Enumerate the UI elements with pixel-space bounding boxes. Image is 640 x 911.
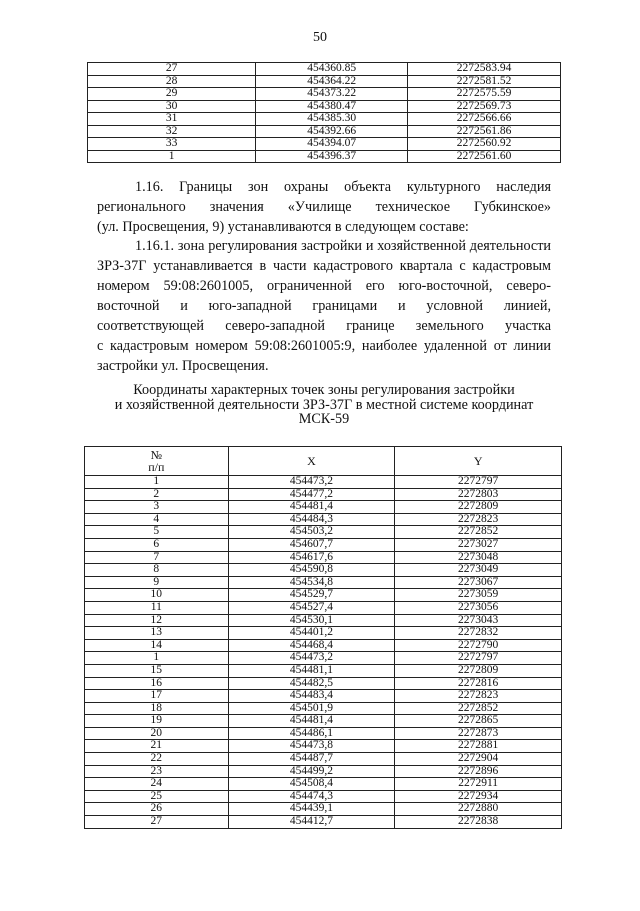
table-row bbox=[85, 627, 562, 640]
table-row bbox=[85, 790, 562, 803]
cell-number: 18 bbox=[85, 702, 229, 715]
table-row bbox=[88, 63, 561, 76]
table-row bbox=[85, 564, 562, 577]
cell-y: 2272873 bbox=[395, 727, 562, 740]
cell-number: 12 bbox=[85, 614, 229, 627]
cell-y: 2272934 bbox=[395, 790, 562, 803]
cell-y: 2272797 bbox=[395, 476, 562, 489]
cell-x: 454385.30 bbox=[256, 113, 408, 126]
cell-x: 454482,5 bbox=[228, 677, 395, 690]
cell-x: 454481,4 bbox=[228, 715, 395, 728]
table-row bbox=[85, 501, 562, 514]
table-heading-line-3: МСК-59 bbox=[298, 411, 350, 427]
table-row bbox=[85, 664, 562, 677]
cell-number: 25 bbox=[85, 790, 229, 803]
cell-x: 454360.85 bbox=[256, 63, 408, 76]
cell-y: 2272560.92 bbox=[408, 138, 561, 151]
cell-x: 454483,4 bbox=[228, 690, 395, 703]
paragraph-line: восточной и юго-западной границами и условной линией, bbox=[97, 298, 551, 314]
table-row bbox=[85, 538, 562, 551]
table-row bbox=[85, 803, 562, 816]
cell-x: 454501,9 bbox=[228, 702, 395, 715]
table-row bbox=[85, 614, 562, 627]
table-row bbox=[85, 690, 562, 703]
cell-number: 30 bbox=[88, 100, 256, 113]
table-row bbox=[85, 601, 562, 614]
table-row bbox=[85, 715, 562, 728]
paragraph-line: с кадастровым номером 59:08:2601005:9, наиболее удаленной от линии bbox=[97, 338, 551, 354]
cell-number: 16 bbox=[85, 677, 229, 690]
cell-y: 2273049 bbox=[395, 564, 562, 577]
section-1-16-paragraph bbox=[97, 177, 551, 237]
table-row bbox=[85, 476, 562, 489]
cell-y: 2272569.73 bbox=[408, 100, 561, 113]
cell-number: 26 bbox=[85, 803, 229, 816]
cell-y: 2273043 bbox=[395, 614, 562, 627]
cell-y: 2272816 bbox=[395, 677, 562, 690]
cell-x: 454590,8 bbox=[228, 564, 395, 577]
table-row bbox=[88, 75, 561, 88]
cell-y: 2272832 bbox=[395, 627, 562, 640]
cell-number: 27 bbox=[85, 816, 229, 829]
cell-x: 454481,1 bbox=[228, 664, 395, 677]
cell-number: 28 bbox=[88, 75, 256, 88]
cell-x: 454392.66 bbox=[256, 125, 408, 138]
cell-y: 2272583.94 bbox=[408, 63, 561, 76]
cell-number: 5 bbox=[85, 526, 229, 539]
cell-y: 2272561.60 bbox=[408, 150, 561, 163]
cell-y: 2272581.52 bbox=[408, 75, 561, 88]
cell-y: 2273056 bbox=[395, 601, 562, 614]
table-row bbox=[85, 727, 562, 740]
cell-x: 454473,8 bbox=[228, 740, 395, 753]
cell-y: 2272880 bbox=[395, 803, 562, 816]
table-row bbox=[85, 526, 562, 539]
cell-number: 9 bbox=[85, 576, 229, 589]
cell-number: 8 bbox=[85, 564, 229, 577]
cell-x: 454534,8 bbox=[228, 576, 395, 589]
table-row bbox=[85, 753, 562, 766]
paragraph-line: (ул. Просвещения, 9) устанавливаются в следующем составе: bbox=[97, 219, 469, 235]
cell-number: 22 bbox=[85, 753, 229, 766]
table-row bbox=[85, 740, 562, 753]
table-row bbox=[88, 125, 561, 138]
cell-number: 27 bbox=[88, 63, 256, 76]
table-header-row bbox=[85, 447, 562, 476]
table-row bbox=[85, 576, 562, 589]
cell-number: 13 bbox=[85, 627, 229, 640]
cell-y: 2273067 bbox=[395, 576, 562, 589]
cell-y: 2272809 bbox=[395, 664, 562, 677]
cell-x: 454484,3 bbox=[228, 513, 395, 526]
cell-y: 2272575.59 bbox=[408, 88, 561, 101]
cell-y: 2272852 bbox=[395, 702, 562, 715]
cell-x: 454477,2 bbox=[228, 488, 395, 501]
table-row bbox=[85, 488, 562, 501]
cell-number: 29 bbox=[88, 88, 256, 101]
cell-y: 2272566.66 bbox=[408, 113, 561, 126]
cell-number: 1 bbox=[88, 150, 256, 163]
cell-x: 454499,2 bbox=[228, 765, 395, 778]
cell-number: 7 bbox=[85, 551, 229, 564]
cell-x: 454468,4 bbox=[228, 639, 395, 652]
cell-y: 2272865 bbox=[395, 715, 562, 728]
cell-y: 2272852 bbox=[395, 526, 562, 539]
cell-number: 6 bbox=[85, 538, 229, 551]
cell-y: 2272904 bbox=[395, 753, 562, 766]
header-number: № п/п bbox=[85, 447, 229, 476]
cell-x: 454473,2 bbox=[228, 652, 395, 665]
cell-number: 1 bbox=[85, 476, 229, 489]
paragraph-line: застройки ул. Просвещения. bbox=[97, 358, 269, 374]
cell-y: 2272561.86 bbox=[408, 125, 561, 138]
cell-x: 454473,2 bbox=[228, 476, 395, 489]
cell-y: 2273048 bbox=[395, 551, 562, 564]
cell-x: 454487,7 bbox=[228, 753, 395, 766]
cell-x: 454364.22 bbox=[256, 75, 408, 88]
table-row bbox=[85, 765, 562, 778]
table-row bbox=[85, 652, 562, 665]
header-x: X bbox=[228, 447, 395, 476]
cell-x: 454503,2 bbox=[228, 526, 395, 539]
table-row bbox=[85, 639, 562, 652]
table-row bbox=[85, 551, 562, 564]
cell-number: 2 bbox=[85, 488, 229, 501]
cell-x: 454529,7 bbox=[228, 589, 395, 602]
table-row bbox=[85, 513, 562, 526]
paragraph-line: номером 59:08:2601005, ограниченной его юго-восточной, северо- bbox=[97, 278, 551, 294]
cell-y: 2272823 bbox=[395, 513, 562, 526]
paragraph-line: 1.16. Границы зон охраны объекта культурного наследия bbox=[135, 179, 551, 195]
page-number: 50 bbox=[313, 30, 327, 45]
paragraph-line: ЗРЗ-37Г устанавливается в части кадастрового квартала с кадастровым bbox=[97, 258, 551, 274]
cell-number: 31 bbox=[88, 113, 256, 126]
table-row bbox=[85, 778, 562, 791]
section-1-16-1-paragraph bbox=[97, 236, 551, 376]
cell-number: 4 bbox=[85, 513, 229, 526]
cell-number: 21 bbox=[85, 740, 229, 753]
cell-number: 3 bbox=[85, 501, 229, 514]
cell-number: 15 bbox=[85, 664, 229, 677]
cell-x: 454412,7 bbox=[228, 816, 395, 829]
cell-y: 2273059 bbox=[395, 589, 562, 602]
paragraph-line: регионального значения «Училище техническое Губкинское» bbox=[97, 199, 551, 215]
table-heading-line-1: Координаты характерных точек зоны регулирования застройки bbox=[133, 382, 515, 398]
coordinates-table bbox=[84, 446, 562, 829]
table-row bbox=[88, 88, 561, 101]
cell-x: 454617,6 bbox=[228, 551, 395, 564]
cell-number: 23 bbox=[85, 765, 229, 778]
table-row bbox=[85, 816, 562, 829]
cell-y: 2272790 bbox=[395, 639, 562, 652]
cell-y: 2272797 bbox=[395, 652, 562, 665]
cell-y: 2272896 bbox=[395, 765, 562, 778]
cell-x: 454396.37 bbox=[256, 150, 408, 163]
cell-number: 17 bbox=[85, 690, 229, 703]
table-row bbox=[88, 138, 561, 151]
cell-x: 454481,4 bbox=[228, 501, 395, 514]
cell-x: 454373.22 bbox=[256, 88, 408, 101]
table-row bbox=[88, 150, 561, 163]
cell-y: 2272809 bbox=[395, 501, 562, 514]
cell-number: 10 bbox=[85, 589, 229, 602]
cell-number: 32 bbox=[88, 125, 256, 138]
cell-number: 14 bbox=[85, 639, 229, 652]
cell-x: 454607,7 bbox=[228, 538, 395, 551]
cell-number: 20 bbox=[85, 727, 229, 740]
cell-y: 2272803 bbox=[395, 488, 562, 501]
cell-y: 2272911 bbox=[395, 778, 562, 791]
cell-y: 2272823 bbox=[395, 690, 562, 703]
table-row bbox=[85, 677, 562, 690]
cell-number: 19 bbox=[85, 715, 229, 728]
cell-y: 2272838 bbox=[395, 816, 562, 829]
table-row bbox=[85, 589, 562, 602]
cell-number: 11 bbox=[85, 601, 229, 614]
paragraph-line: соответствующей северо-западной границе земельного участка bbox=[97, 318, 551, 334]
cell-x: 454394.07 bbox=[256, 138, 408, 151]
paragraph-line: 1.16.1. зона регулирования застройки и хозяйственной деятельности bbox=[135, 238, 551, 254]
cell-x: 454486,1 bbox=[228, 727, 395, 740]
header-y: Y bbox=[395, 447, 562, 476]
table-heading-line-2: и хозяйственной деятельности ЗРЗ-37Г в местной системе координат bbox=[114, 397, 534, 413]
cell-y: 2272881 bbox=[395, 740, 562, 753]
cell-y: 2273027 bbox=[395, 538, 562, 551]
cell-x: 454401,2 bbox=[228, 627, 395, 640]
table-row bbox=[88, 100, 561, 113]
coordinates-table-continued bbox=[87, 62, 561, 163]
cell-x: 454380.47 bbox=[256, 100, 408, 113]
cell-number: 24 bbox=[85, 778, 229, 791]
cell-x: 454439,1 bbox=[228, 803, 395, 816]
cell-number: 1 bbox=[85, 652, 229, 665]
cell-x: 454508,4 bbox=[228, 778, 395, 791]
cell-x: 454474,3 bbox=[228, 790, 395, 803]
table-row bbox=[85, 702, 562, 715]
cell-x: 454527,4 bbox=[228, 601, 395, 614]
cell-number: 33 bbox=[88, 138, 256, 151]
table-row bbox=[88, 113, 561, 126]
cell-x: 454530,1 bbox=[228, 614, 395, 627]
